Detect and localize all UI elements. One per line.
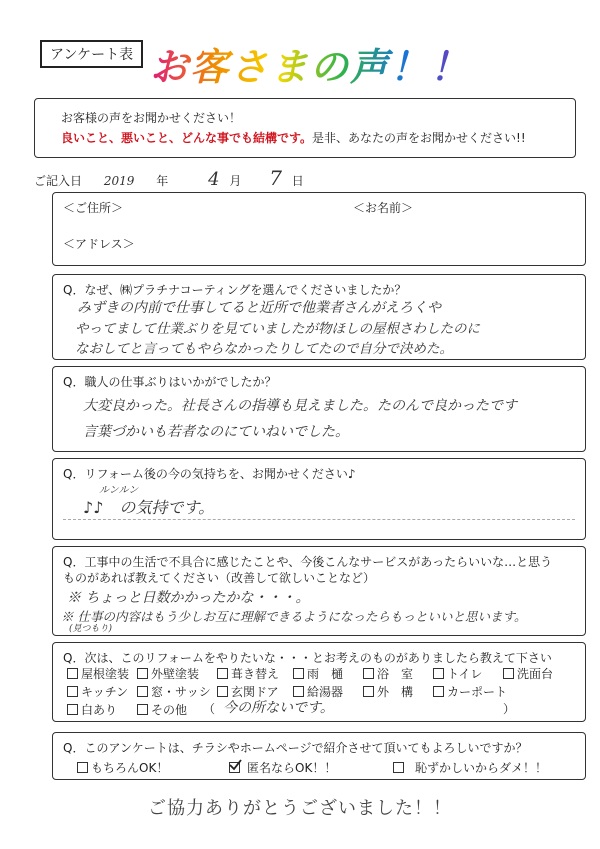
q4-answer-note: (見つもり) [69,624,113,634]
q5-option-label: トイレ [447,667,483,681]
q6-option-no[interactable] [393,759,547,776]
q6-option-label: もちろんOK！ [91,761,169,775]
q5-option-toilet[interactable] [433,665,482,682]
date-month: 4 [208,169,220,190]
date-day-unit: 日 [291,174,304,188]
q5-option-label: 葺き替え [231,667,280,681]
email-label: ＜アドレス＞ [63,237,135,251]
intro-line-2 [61,129,526,146]
address-label: ＜ご住所＞ [63,201,124,215]
q3-divider [63,519,575,520]
checkbox-icon [77,762,88,773]
q5-option-washbasin[interactable] [503,665,553,682]
q5-other-answer: 今の所ないです。 [223,700,334,716]
q3-answer-note: ルンルン [99,485,139,496]
q5-option-bath[interactable] [363,665,413,682]
q5-option-label: 外壁塗装 [151,667,200,681]
q2-answer-line-2: 言葉づかいも若者なのにていねいでした。 [83,424,349,440]
checkbox-icon [393,762,404,773]
q3-answer-line-1: ♪♪ の気持です。 [83,498,215,517]
checkbox-icon [363,668,374,679]
checkbox-icon [217,668,228,679]
q1-answer-line-3: なおしてと言ってもやらなかったりしてたので自分で決めた。 [75,341,453,357]
q6-box [52,732,586,780]
q5-option-label: 屋根塗装 [81,667,130,681]
q5-option-label: 外 構 [377,685,414,699]
q6-option-ok[interactable] [77,759,168,776]
q6-option-anonymous[interactable] [229,759,336,776]
q5-option-label: 浴 室 [377,667,414,681]
q6-option-label: 匿名ならOK！！ [247,761,337,775]
page-title: お客さまの声！！ [150,36,470,91]
contact-box [52,192,586,266]
q4-box [52,546,586,636]
q5-option-carport[interactable] [433,683,507,700]
q5-option-label: 洗面台 [517,667,554,681]
intro-rest: 是非、あなたの声をお聞かせください!! [312,131,526,145]
checkbox-icon [67,704,78,715]
q3-box [52,458,586,540]
q5-option-label: その他 [151,703,188,717]
q1-answer-line-2: やってまして仕業ぶりを見ていましたが物ほしの屋根さわしたのに [75,321,480,337]
q6-option-label: 恥ずかしいからダメ！！ [415,761,548,775]
q4-answer-line-2: ※ 仕事の内容はもう少しお互に理解できるようになったらもっといいと思います。 [61,609,527,624]
q2-question: Q．職人の仕事ぶりはいかがでしたか？ [63,375,277,389]
q5-option-other[interactable] [137,701,187,718]
q5-option-termite[interactable] [67,701,117,718]
checkbox-icon [363,686,374,697]
date-year: 2019 [103,174,135,188]
checkbox-icon [137,704,148,715]
survey-tag: アンケート表 [40,40,143,68]
q1-box [52,274,586,360]
checkbox-icon [137,668,148,679]
q4-answer-line-1: ※ ちょっと日数かかったかな・・・。 [67,590,310,606]
date-label: ご記入日 [34,174,83,188]
q5-option-kitchen[interactable] [67,683,128,700]
q5-option-label: 雨 樋 [307,667,344,681]
q1-answer-line-1: みずきの内前で仕事してると近所で他業者さんがえろくや [77,300,441,316]
checkbox-icon [503,668,514,679]
name-label: ＜お名前＞ [353,201,414,215]
intro-line-1: お客様の声をお聞かせください！ [61,111,242,125]
checkbox-icon [433,686,444,697]
date-month-unit: 月 [229,174,242,188]
date-day: 7 [269,166,282,190]
q5-option-window[interactable] [137,683,211,700]
q4-question-line-2: ものがあれば教えてください（改善して欲しいことなど） [63,571,376,585]
checkbox-icon [293,668,304,679]
checkbox-icon [67,686,78,697]
q5-option-wall-paint[interactable] [137,665,199,682]
checkbox-icon [217,686,228,697]
q1-question: Q．なぜ、㈱プラチナコーティングを選んでくださいましたか？ [63,283,407,297]
checkbox-icon [293,686,304,697]
q5-option-label: 白あり [81,703,118,717]
checkbox-icon [137,686,148,697]
q5-option-label: キッチン [81,685,129,699]
q5-option-exterior[interactable] [363,683,413,700]
q3-question: Q．リフォーム後の今の気持ちを、お聞かせください♪ [63,467,356,481]
date-year-unit: 年 [156,174,169,188]
q5-option-reroof[interactable] [217,665,279,682]
q5-option-gutter[interactable] [293,665,343,682]
q5-box [52,642,586,722]
q5-option-roof-paint[interactable] [67,665,129,682]
q2-box [52,366,586,452]
q2-answer-line-1: 大変良かった。社長さんの指導も見えました。たのんで良かったです [83,398,517,414]
q5-option-label: カーポート [447,685,508,699]
q5-option-label: 玄関ドア [231,685,279,699]
q4-question-line-1: Q．工事中の生活で不具合に感じたことや、今後こんなサービスがあったらいいな…と思う [63,555,553,569]
q5-option-label: 給湯器 [307,685,344,699]
q6-question: Q．このアンケートは、チラシやホームページで紹介させて頂いてもよろしいですか？ [63,741,528,755]
q5-option-label: 窓・サッシ [151,685,211,699]
checkbox-icon [433,668,444,679]
checkbox-checked-icon [229,762,240,773]
checkbox-icon [67,668,78,679]
q5-other-close: ） [503,702,516,716]
date-row [34,166,304,190]
intro-emphasis: 良いこと、悪いこと、どんな事でも結構です。 [61,131,313,145]
intro-banner [34,98,576,158]
q5-other-open: （ [203,702,216,716]
thanks-message: ご協力ありがとうございました！！ [148,798,452,819]
q5-question: Q．次は、このリフォームをやりたいな・・・とお考えのものがありましたら教えて下さい [63,651,552,665]
